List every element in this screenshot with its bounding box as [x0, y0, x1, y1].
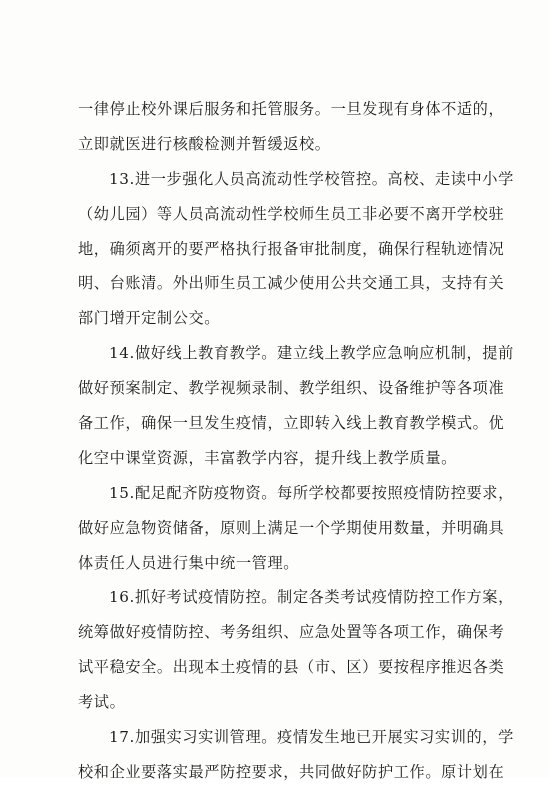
- text-line: 一律停止校外课后服务和托管服务。一旦发现有身体不适的，: [78, 100, 505, 118]
- text-line: 做好预案制定、教学视频录制、教学组织、设备维护等各项准: [78, 379, 505, 398]
- text-line: 做好应急物资储备，原则上满足一个学期使用数量，并明确具: [78, 518, 505, 537]
- text-line: 校和企业要落实最严防控要求，共同做好防护工作。原计划在: [78, 762, 505, 781]
- item-14-heading-line: 14.做好线上教育教学。建立线上教学应急响应机制，提前: [109, 344, 514, 363]
- item-17-heading-line: 17.加强实习实训管理。疫情发生地已开展实习实训的，学: [109, 728, 514, 747]
- text-line: 地，确须离开的要严格执行报备审批制度，确保行程轨迹情况: [78, 239, 505, 258]
- text-line: 试平稳安全。出现本土疫情的县（市、区）要按程序推迟各类: [78, 658, 505, 677]
- item-13-heading-line: 13.进一步强化人员高流动性学校管控。高校、走读中小学: [109, 169, 514, 188]
- text-line: 统筹做好疫情防控、考务组织、应急处置等各项工作，确保考: [78, 623, 505, 642]
- item-16-heading-line: 16.抓好考试疫情防控。制定各类考试疫情防控工作方案，: [109, 588, 514, 607]
- text-line: 立即就医进行核酸检测并暂缓返校。: [78, 134, 331, 153]
- text-line: 备工作，确保一旦发生疫情，立即转入线上教育教学模式。优: [78, 414, 505, 433]
- text-line: 化空中课堂资源，丰富教学内容，提升线上教学质量。: [78, 448, 457, 467]
- text-line: （幼儿园）等人员高流动性学校师生员工非必要不离开学校驻: [78, 204, 505, 223]
- document-body: [78, 92, 514, 790]
- text-line: 明、台账清。外出师生员工减少使用公共交通工具，支持有关: [78, 274, 505, 293]
- text-line: 部门增开定制公交。: [78, 309, 221, 328]
- item-15-heading-line: 15.配足配齐防疫物资。每所学校都要按照疫情防控要求，: [109, 483, 514, 502]
- text-line: 体责任人员进行集中统一管理。: [78, 553, 300, 572]
- text-line: 考试。: [78, 693, 126, 712]
